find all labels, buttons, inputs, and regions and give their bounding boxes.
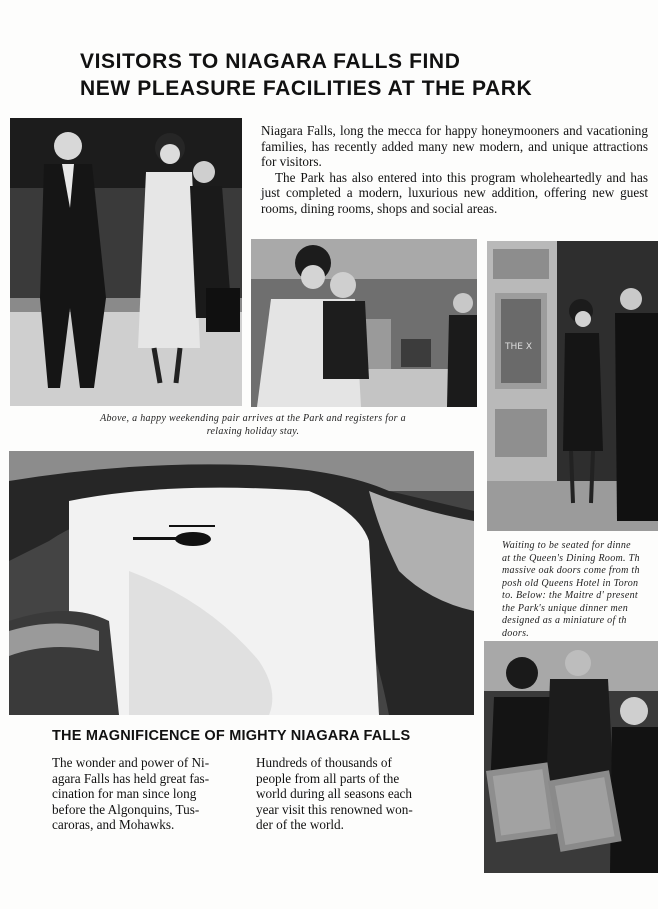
text-line: year visit this renowned won-: [256, 801, 413, 817]
page-headline: [80, 48, 640, 102]
caption-line: doors.: [502, 627, 530, 639]
photo-arriving-couple: [10, 118, 242, 406]
photo-dining-room-doors: [487, 241, 658, 531]
caption-line: designed as a miniature of th: [502, 615, 627, 626]
photo-niagara-falls-aerial: [9, 451, 474, 715]
section-column-1: [52, 755, 238, 833]
caption-line: Waiting to be seated for dinne: [502, 540, 631, 551]
intro-text: [261, 123, 648, 217]
doorway-sign: THE X: [505, 342, 532, 352]
caption-line: at the Queen's Dining Room. Th: [502, 552, 640, 564]
text-line: before the Algonquins, Tus-: [52, 801, 200, 817]
caption-dining-room: [502, 540, 658, 640]
caption-line: to. Below: the Maitre d' present: [502, 590, 638, 601]
text-line: agara Falls has held great fas-: [52, 770, 210, 786]
text-line: der of the world.: [256, 817, 344, 833]
text-line: caroras, and Mohawks.: [52, 817, 175, 833]
intro-paragraph-2: The Park has also entered into this program wholeheartedly and has just completed a modern, luxurious new addition, offering new guest rooms, dining rooms, shops and social areas.: [261, 169, 648, 216]
caption-line: massive oak doors come from th: [502, 565, 640, 576]
section-column-2: [256, 755, 442, 833]
caption-line: posh old Queens Hotel in Toron: [502, 577, 639, 589]
caption-arrival: Above, a happy weekending pair arrives at the Park and registers for a relaxing holiday stay.: [100, 413, 406, 437]
intro-paragraph-1: Niagara Falls, long the mecca for happy honeymooners and vacationing families, has recently added many new modern, and unique attractions for visitors.: [261, 123, 648, 170]
text-line: The wonder and power of Ni-: [52, 755, 210, 770]
headline-line-1: VISITORS TO NIAGARA FALLS FIND: [80, 50, 461, 73]
caption-line: the Park's unique dinner men: [502, 602, 629, 614]
text-line: world during all seasons each: [256, 786, 413, 802]
section-title: THE MAGNIFICENCE OF MIGHTY NIAGARA FALLS: [52, 728, 411, 744]
headline-line-2: NEW PLEASURE FACILITIES AT THE PARK: [80, 77, 533, 100]
photo-registration-desk: [251, 239, 477, 407]
text-line: people from all parts of the: [256, 770, 400, 786]
text-line: Hundreds of thousands of: [256, 755, 392, 770]
photo-maitre-d-menu: [484, 641, 658, 873]
text-line: cination for man since long: [52, 786, 197, 802]
